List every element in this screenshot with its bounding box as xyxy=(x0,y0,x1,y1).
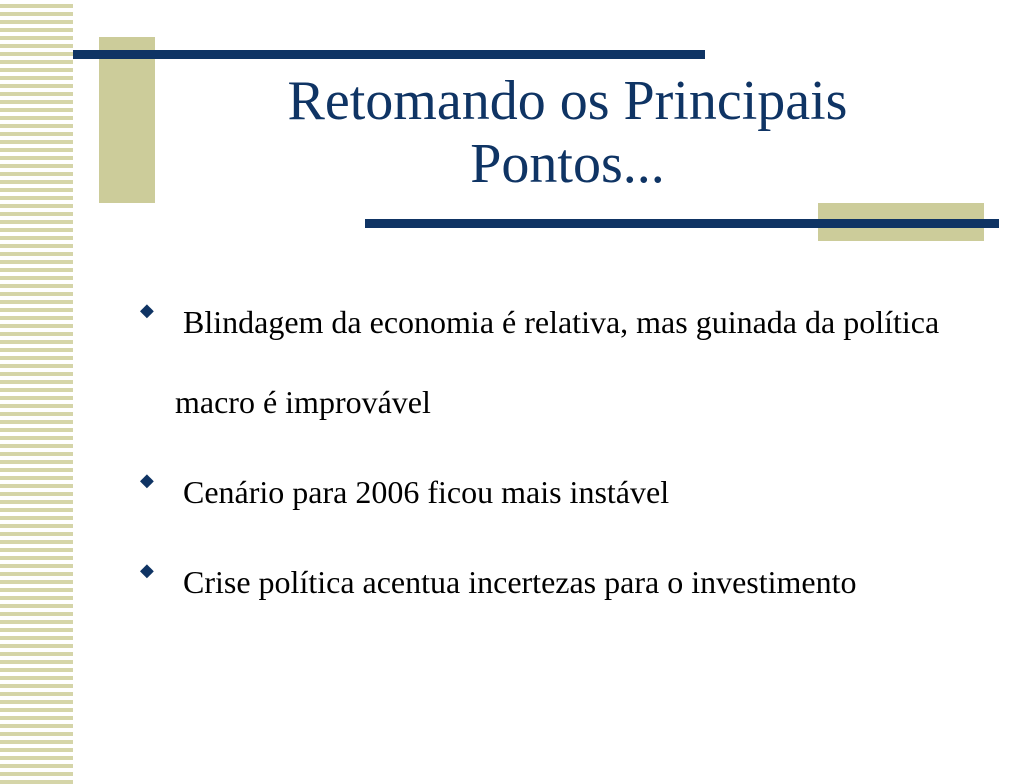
diamond-icon: ◆ xyxy=(140,560,154,581)
bullet-text: Cenário para 2006 ficou mais instável xyxy=(175,474,670,510)
slide-title xyxy=(200,70,935,196)
diamond-icon: ◆ xyxy=(140,300,154,321)
bullet-text: Crise política acentua incertezas para o investimento xyxy=(175,564,857,600)
bullet-item xyxy=(140,452,1000,532)
title-rule-bottom xyxy=(365,219,999,228)
bullet-list xyxy=(140,282,1000,632)
slide-title-line-1: Retomando os Principais xyxy=(287,70,848,132)
bullet-item xyxy=(140,542,1000,622)
striped-sidebar-decoration xyxy=(0,0,73,784)
bullet-item xyxy=(140,282,1000,442)
accent-block-left xyxy=(99,37,155,203)
title-rule-top xyxy=(73,50,705,59)
slide-title-line-2: Pontos... xyxy=(470,133,665,195)
diamond-icon: ◆ xyxy=(140,470,154,491)
bullet-text: Blindagem da economia é relativa, mas guinada da política macro é improvável xyxy=(175,304,940,420)
